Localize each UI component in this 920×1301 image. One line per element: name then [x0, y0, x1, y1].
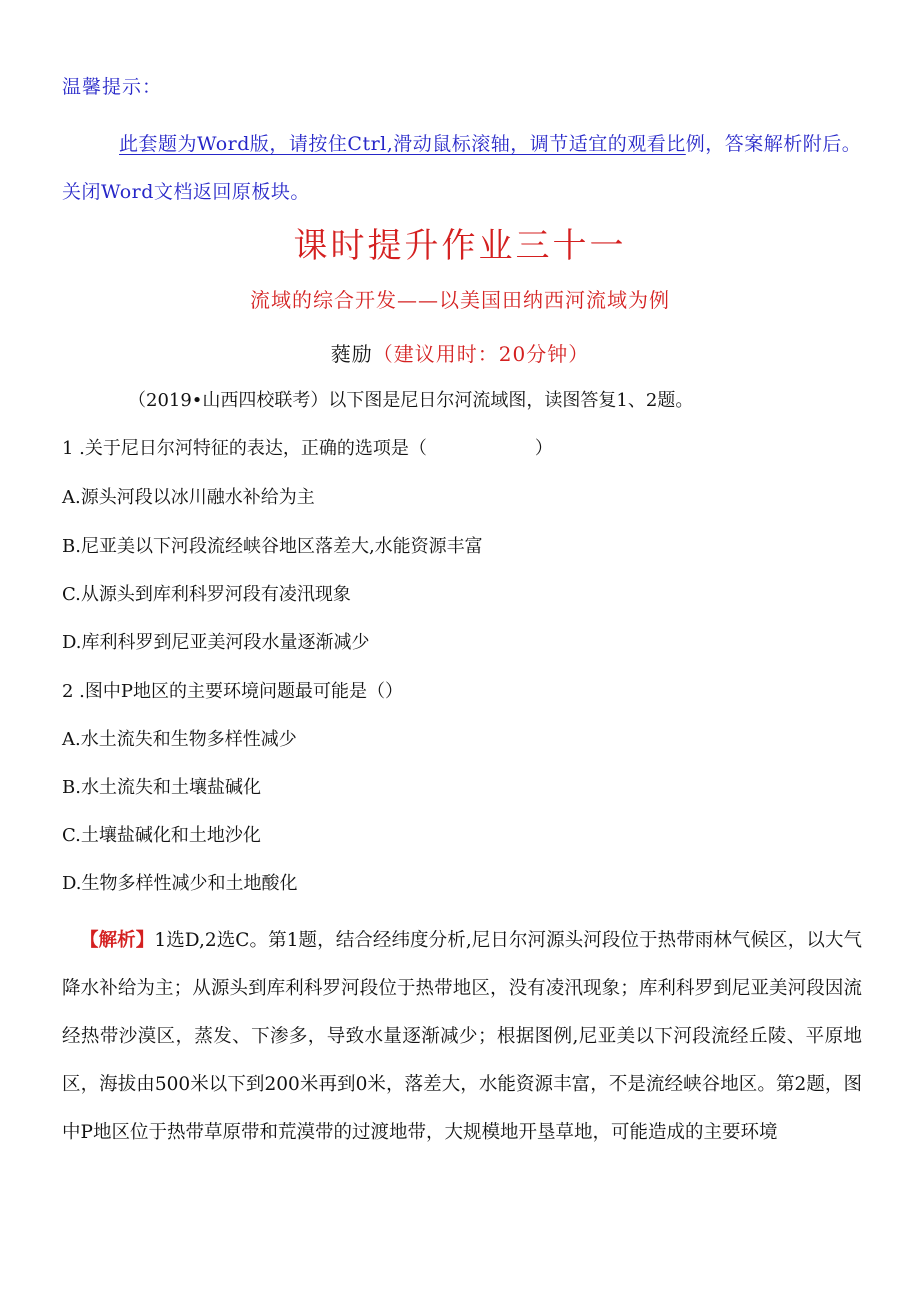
analysis-paragraph [62, 917, 862, 1157]
tip-title: 温馨提示： [62, 76, 163, 98]
question-2-option-a: A.水土流失和生物多样性减少 [62, 729, 297, 750]
question-2-option-d: D.生物多样性减少和土地酸化 [62, 873, 298, 894]
question-1-option-d: D.库利科罗到尼亚美河段水量逐渐减少 [62, 632, 370, 653]
tip-instruction-link[interactable]: 此套题为Word版，请按住Ctrl,滑动鼠标滚轴，调节适宜的观看比 [119, 133, 686, 155]
question-2-option-b: B.水土流失和土壤盐碱化 [62, 777, 261, 798]
question-intro: （2019•山西四校联考）以下图是尼日尔河流域图，读图答复1、2题。 [128, 390, 694, 411]
page-subtitle: 流域的综合开发——以美国田纳西河流域为例 [250, 288, 670, 312]
analysis-tag: 【解析】 [80, 930, 155, 951]
question-2-stem: 2 .图中P地区的主要环境问题最可能是（） [62, 681, 404, 702]
page-title: 课时提升作业三十一 [293, 226, 627, 266]
question-2-option-c: C.土壤盐碱化和土地沙化 [62, 825, 261, 846]
question-1-option-c: C.从源头到库利科罗河段有凌汛现象 [62, 584, 351, 605]
question-1-stem: 1 .关于尼日尔河特征的表达，正确的选项是（ ） [62, 438, 553, 459]
tip-instruction-rest: 例，答案解析附后。关闭Word文档返回原板块。 [62, 133, 862, 203]
author-name: 蕤励 [330, 342, 373, 366]
question-1-option-b: B.尼亚美以下河段流经峡谷地区落差大,水能资源丰富 [62, 536, 483, 557]
analysis-text: 1选D,2选C。第1题，结合经纬度分析,尼日尔河源头河段位于热带雨林气候区，以大气降水补给为主；从源头到库利科罗河段位于热带地区，没有凌汛现象；库利科罗到尼亚美河段因流经热带沙漠区，蒸发、下渗多，导致水量逐渐减少；根据图例,尼亚美以下河段流经丘陵、平原地区，海拔由500米以下到200米再到0米，落差大，水能资源丰富，不是流经峡谷地区。第2题，图中P地区位于热带草原带和荒漠带的过渡地带，大规模地开垦草地，可能造成的主要环境 [62, 930, 862, 1143]
question-1-option-a: A.源头河段以冰川融水补给为主 [62, 487, 315, 508]
author-line [0, 338, 920, 367]
suggested-time: （建议用时：20分钟） [372, 342, 590, 366]
tip-body [62, 120, 862, 216]
